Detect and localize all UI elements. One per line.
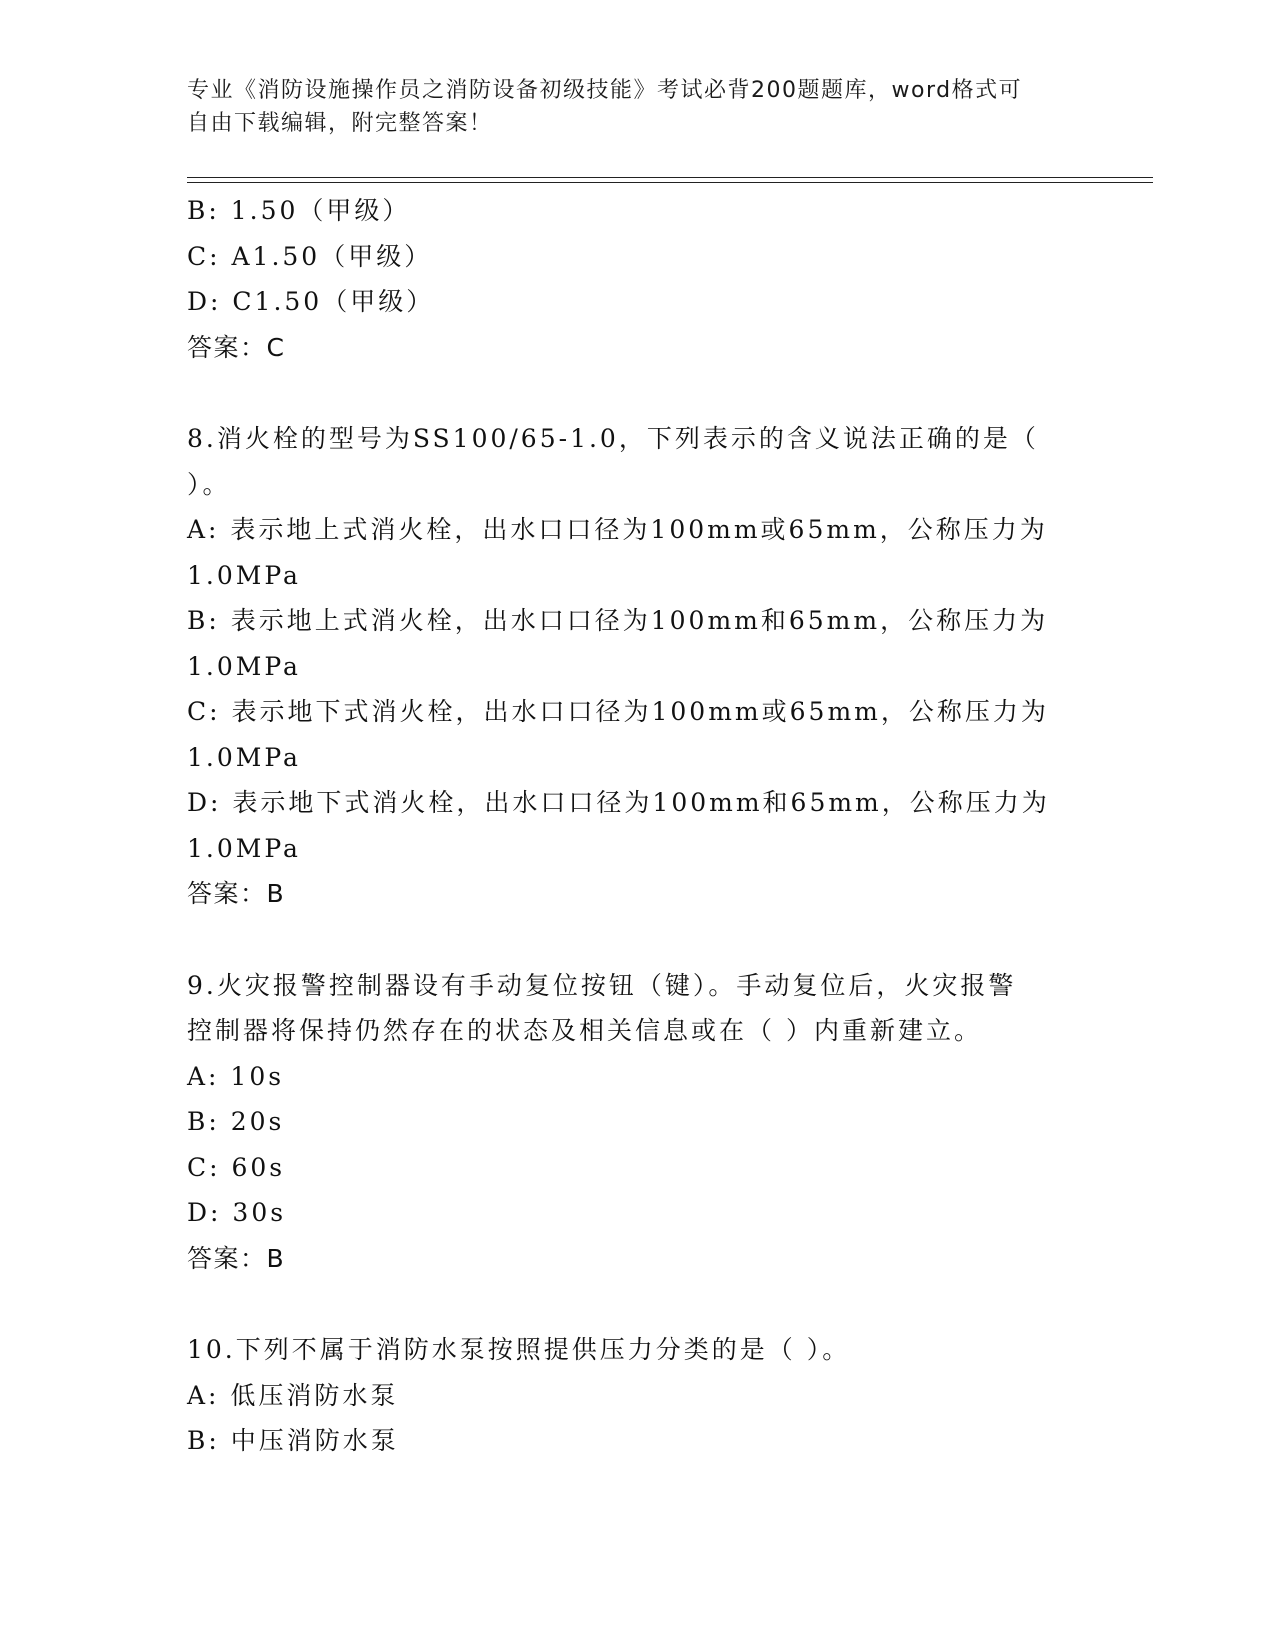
header-divider-bottom [187, 182, 1153, 183]
q8-option-b-line-2: 1.0MPa [187, 651, 301, 681]
question-gap [187, 370, 1067, 416]
question-7 [187, 188, 1067, 370]
q8-answer: 答案：B [187, 879, 286, 908]
q9-stem-line-1: 9.火灾报警控制器设有手动复位按钮（键）。手动复位后，火灾报警 [187, 970, 1017, 1000]
question-10 [187, 1327, 1067, 1464]
question-9 [187, 963, 1067, 1282]
q9-option-b: B: 20s [187, 1107, 285, 1136]
q7-option-d: D: C1.50（甲级） [187, 287, 435, 316]
q8-option-a-line-2: 1.0MPa [187, 560, 301, 590]
q7-answer: 答案：C [187, 332, 286, 362]
q8-option-d-line-1: D: 表示地下式消火栓，出水口口径为100mm和65mm，公称压力为 [187, 788, 1050, 817]
q9-option-c: C: 60s [187, 1152, 286, 1182]
q9-stem-line-2: 控制器将保持仍然存在的状态及相关信息或在（ ）内重新建立。 [187, 1016, 982, 1045]
q9-option-a: A: 10s [187, 1061, 285, 1091]
q7-option-c: C: A1.50（甲级） [187, 241, 433, 271]
header-title-line-2: 自由下载编辑，附完整答案！ [187, 111, 493, 136]
q8-option-c-line-2: 1.0MPa [187, 742, 301, 772]
header-divider-top [187, 177, 1153, 178]
q9-answer: 答案：B [187, 1243, 286, 1273]
q8-option-b-line-1: B: 表示地上式消火栓，出水口口径为100mm和65mm，公称压力为 [187, 606, 1049, 635]
q8-stem-line-2: ）。 [187, 469, 231, 499]
q8-option-d-line-2: 1.0MPa [187, 833, 301, 863]
question-list [187, 188, 1067, 1464]
q10-option-b: B: 中压消防水泵 [187, 1426, 399, 1455]
q8-option-c-line-1: C: 表示地下式消火栓，出水口口径为100mm或65mm，公称压力为 [187, 697, 1049, 726]
document-header [187, 74, 1067, 140]
q10-stem: 10.下列不属于消防水泵按照提供压力分类的是（ ）。 [187, 1335, 851, 1364]
q9-option-d: D: 30s [187, 1198, 287, 1227]
question-8 [187, 416, 1067, 917]
q8-option-a-line-1: A: 表示地上式消火栓，出水口口径为100mm或65mm，公称压力为 [187, 515, 1048, 544]
header-title-line-1: 专业《消防设施操作员之消防设备初级技能》考试必背200题题库，word格式可 [187, 78, 1023, 103]
question-gap [187, 917, 1067, 963]
q7-option-b: B: 1.50（甲级） [187, 196, 411, 225]
q8-stem-line-1: 8.消火栓的型号为SS100/65-1.0，下列表示的含义说法正确的是（ [187, 424, 1039, 453]
question-gap [187, 1281, 1067, 1327]
q10-option-a: A: 低压消防水泵 [187, 1380, 399, 1410]
